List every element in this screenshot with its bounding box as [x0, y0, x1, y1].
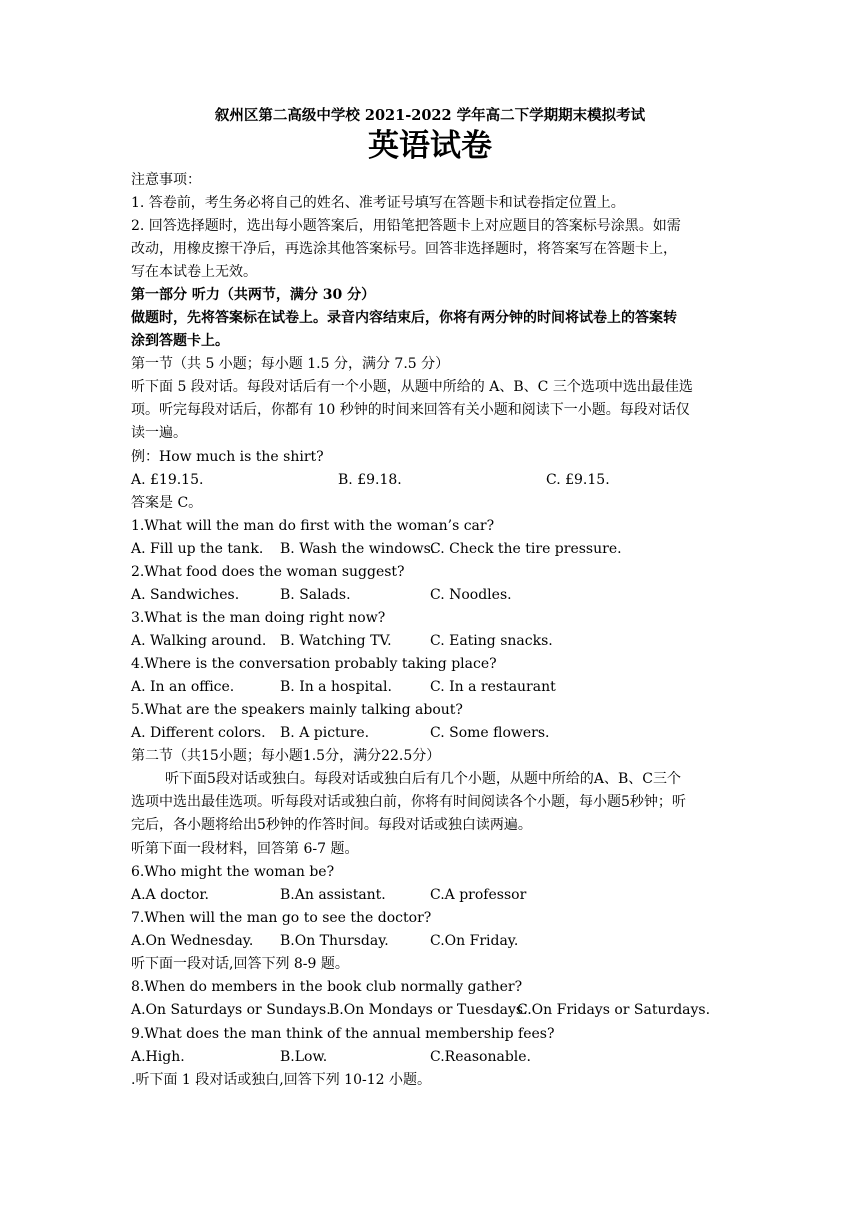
question-3: 3.What is the man doing right now?	[131, 610, 386, 626]
notice-heading: 注意事项：	[131, 172, 201, 188]
exam-header: 叙州区第二高级中学校 2021-2022 学年高二下学期期末模拟考试	[214, 107, 646, 124]
question-6: 6.Who might the woman be?	[131, 864, 335, 880]
question-6-option-a: A.A doctor.	[131, 887, 210, 903]
question-4-option-b: B. In a hospital.	[280, 679, 392, 695]
question-2-option-a: A. Sandwiches.	[131, 587, 240, 603]
question-3-option-a: A. Walking around.	[131, 633, 267, 649]
question-1-option-a: A. Fill up the tank.	[131, 541, 264, 557]
question-3-option-b: B. Watching TV.	[280, 633, 392, 649]
notice-item-2-cont: 写在本试卷上无效。	[131, 264, 257, 280]
section1-description-cont: 读一遍。	[131, 425, 187, 441]
section2-heading: 第二节（共15小题；每小题1.5分，满分22.5分）	[131, 748, 441, 764]
question-1-option-b: B. Wash the windows.	[280, 541, 436, 557]
example-question: 例：How much is the shirt?	[131, 449, 324, 465]
question-5: 5.What are the speakers mainly talking about?	[131, 702, 463, 718]
question-4-option-a: A. In an office.	[131, 679, 235, 695]
question-8-option-c: C.On Fridays or Saturdays.	[517, 1002, 711, 1018]
question-9-option-c: C.Reasonable.	[430, 1049, 531, 1065]
question-7: 7.When will the man go to see the doctor?	[131, 910, 432, 926]
question-4-option-c: C. In a restaurant	[430, 679, 556, 695]
intro-questions-8-9: 听下面一段对话,回答下列 8-9 题。	[131, 956, 349, 972]
question-9: 9.What does the man think of the annual membership fees?	[131, 1026, 555, 1042]
question-2: 2.What food does the woman suggest?	[131, 564, 405, 580]
question-1: 1.What will the man do first with the woman’s car?	[131, 518, 495, 534]
part1-heading: 第一部分 听力（共两节，满分 30 分）	[131, 287, 376, 303]
part1-instructions: 做题时，先将答案标在试卷上。录音内容结束后，你将有两分钟的时间将试卷上的答案转	[131, 310, 677, 326]
question-9-option-b: B.Low.	[280, 1049, 328, 1065]
question-5-option-b: B. A picture.	[280, 725, 370, 741]
question-5-option-c: C. Some flowers.	[430, 725, 550, 741]
section2-description-cont: 选项中选出最佳选项。听每段对话或独白前，你将有时间阅读各个小题，每小题5秒钟；听	[131, 794, 686, 810]
question-7-option-a: A.On Wednesday.	[131, 933, 254, 949]
question-1-option-c: C. Check the tire pressure.	[430, 541, 622, 557]
intro-questions-6-7: 听第下面一段材料，回答第 6-7 题。	[131, 841, 359, 857]
question-8-option-b: B.On Mondays or Tuesdays.	[329, 1002, 528, 1018]
example-option-b: B. £9.18.	[338, 472, 402, 488]
section2-description: 听下面5段对话或独白。每段对话或独白后有几个小题，从题中所给的A、B、C三个	[165, 771, 682, 787]
exam-title: 英语试卷	[368, 128, 492, 164]
question-7-option-b: B.On Thursday.	[280, 933, 389, 949]
notice-item-1: 1. 答卷前，考生务必将自己的姓名、准考证号填写在答题卡和试卷指定位置上。	[131, 195, 625, 211]
notice-item-2: 2. 回答选择题时，选出每小题答案后，用铅笔把答题卡上对应题目的答案标号涂黑。如需	[131, 218, 681, 234]
question-2-option-c: C. Noodles.	[430, 587, 512, 603]
section2-description-cont: 完后，各小题将给出5秒钟的作答时间。每段对话或独白读两遍。	[131, 817, 532, 833]
question-9-option-a: A.High.	[131, 1049, 185, 1065]
question-2-option-b: B. Salads.	[280, 587, 351, 603]
question-7-option-c: C.On Friday.	[430, 933, 519, 949]
notice-item-2-cont: 改动，用橡皮擦干净后，再选涂其他答案标号。回答非选择题时，将答案写在答题卡上，	[131, 241, 677, 257]
section1-heading: 第一节（共 5 小题；每小题 1.5 分，满分 7.5 分）	[131, 356, 450, 372]
question-8: 8.When do members in the book club normally gather?	[131, 979, 523, 995]
intro-questions-10-12: .听下面 1 段对话或独白,回答下列 10-12 小题。	[131, 1072, 431, 1088]
example-option-c: C. £9.15.	[546, 472, 610, 488]
question-8-option-a: A.On Saturdays or Sundays.	[131, 1002, 331, 1018]
section1-description-cont: 项。听完每段对话后，你都有 10 秒钟的时间来回答有关小题和阅读下一小题。每段对话仅	[131, 402, 690, 418]
example-answer: 答案是 C。	[131, 495, 203, 511]
question-4: 4.Where is the conversation probably taking place?	[131, 656, 497, 672]
section1-description: 听下面 5 段对话。每段对话后有一个小题，从题中所给的 A、B、C 三个选项中选出最佳选	[131, 379, 693, 395]
question-5-option-a: A. Different colors.	[131, 725, 266, 741]
part1-instructions-cont: 涂到答题卡上。	[131, 333, 229, 349]
question-6-option-b: B.An assistant.	[280, 887, 386, 903]
question-6-option-c: C.A professor	[430, 887, 527, 903]
example-option-a: A. £19.15.	[131, 472, 204, 488]
question-3-option-c: C. Eating snacks.	[430, 633, 553, 649]
